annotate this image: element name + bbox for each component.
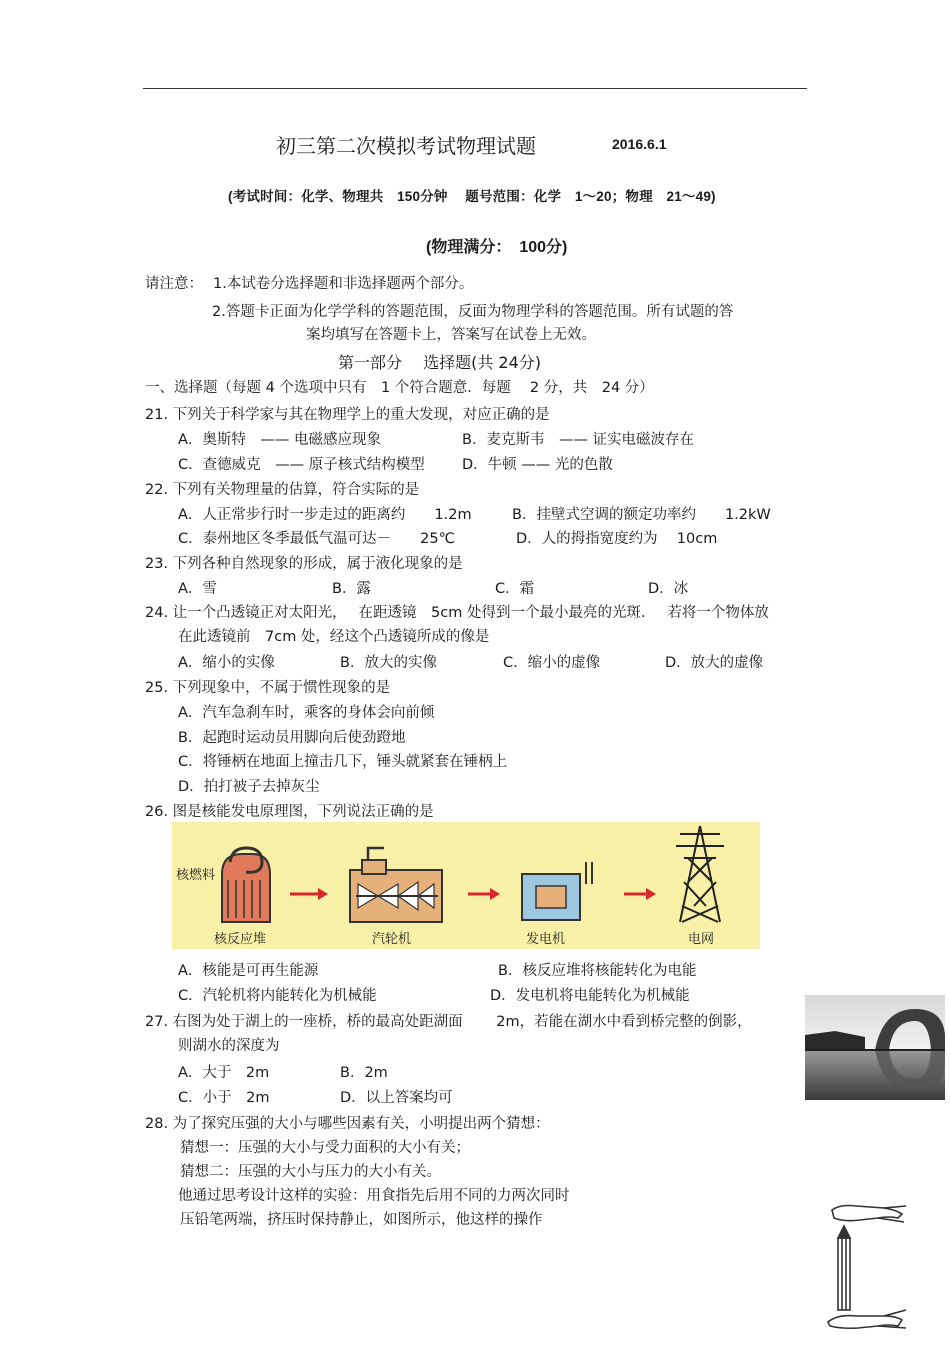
fuel-label: 核燃料 xyxy=(176,868,216,883)
q24-option-c: C．缩小的虚像 xyxy=(503,655,601,671)
q25-option-a: A．汽车急刹车时，乘客的身体会向前倾 xyxy=(178,705,435,721)
q24-stem-line-1: 24. 让一个凸透镜正对太阳光， 在距透镜 5cm 处得到一个最小最亮的光斑． 若将一个物体放 xyxy=(145,605,769,621)
arrow-icon xyxy=(468,888,500,900)
notice-item-2-line-2: 案均填写在答题卡上，答案写在试卷上无效。 xyxy=(306,327,596,343)
q27-stem-line-1: 27. 右图为处于湖上的一座桥，桥的最高处距湖面 2m，若能在湖水中看到桥完整的倒影， xyxy=(145,1014,752,1030)
generator-icon xyxy=(522,862,592,920)
notice-label: 请注意： xyxy=(145,276,203,292)
q22-option-c: C．泰州地区冬季最低气温可达－ 25℃ xyxy=(178,531,455,547)
pencil-icon xyxy=(838,1226,850,1310)
reactor-label: 核反应堆 xyxy=(214,932,267,947)
notice-item-2-line-1: 2.答题卡正面为化学学科的答题范围，反面为物理学科的答题范围。所有试题的答 xyxy=(212,304,734,320)
q23-option-a: A．雪 xyxy=(178,581,217,597)
exam-date: 2016.6.1 xyxy=(612,136,667,152)
part1-instruction: 一、选择题（每题 4 个选项中只有 1 个符合题意．每题 2 分，共 24 分） xyxy=(145,380,654,396)
q22-stem: 22. 下列有关物理量的估算，符合实际的是 xyxy=(145,482,420,498)
q23-option-b: B．露 xyxy=(332,581,371,597)
q23-option-c: C．霜 xyxy=(495,581,535,597)
generator-label: 发电机 xyxy=(526,932,566,947)
reactor-icon xyxy=(222,848,270,922)
q21-option-b: B．麦克斯韦 —— 证实电磁波存在 xyxy=(462,432,695,448)
exam-info: (考试时间：化学、物理共 150分钟 题号范围：化学 1～20；物理 21～49) xyxy=(228,189,716,204)
q26-stem: 26. 图是核能发电原理图，下列说法正确的是 xyxy=(145,804,434,820)
q24-option-a: A．缩小的实像 xyxy=(178,655,275,671)
q21-option-c: C．查德威克 —— 原子核式结构模型 xyxy=(178,457,425,473)
arrow-icon xyxy=(290,888,328,900)
q21-option-a: A．奥斯特 —— 电磁感应现象 xyxy=(178,432,382,448)
header-rule xyxy=(143,88,807,89)
q23-stem: 23. 下列各种自然现象的形成，属于液化现象的是 xyxy=(145,556,463,572)
part1-title: 第一部分 选择题(共 24分) xyxy=(338,353,542,372)
finger-icon xyxy=(832,1206,906,1223)
q26-option-c: C．汽轮机将内能转化为机械能 xyxy=(178,988,377,1004)
q25-option-b: B．起跑时运动员用脚向后使劲蹬地 xyxy=(178,730,406,746)
nuclear-power-diagram xyxy=(172,822,760,949)
q28-guess-2: 猜想二：压强的大小与压力的大小有关。 xyxy=(180,1164,441,1180)
q21-option-d: D．牛顿 —— 光的色散 xyxy=(462,457,613,473)
power-pylon-icon xyxy=(676,826,724,922)
turbine-icon xyxy=(350,848,442,922)
finger-icon xyxy=(828,1310,906,1328)
bridge-photo xyxy=(805,995,945,1100)
q27-option-d: D．以上答案均可 xyxy=(340,1090,453,1106)
q24-option-b: B．放大的实像 xyxy=(340,655,437,671)
q28-line-4: 压铅笔两端，挤压时保持静止，如图所示，他这样的操作 xyxy=(180,1212,543,1228)
q22-option-a: A．人正常步行时一步走过的距离约 1.2m xyxy=(178,507,472,523)
q24-option-d: D．放大的虚像 xyxy=(665,655,764,671)
q26-option-a: A．核能是可再生能源 xyxy=(178,963,319,979)
q25-option-d: D．拍打被子去掉灰尘 xyxy=(178,779,320,795)
q26-option-d: D．发电机将电能转化为机械能 xyxy=(490,988,690,1004)
q27-stem-line-2: 则湖水的深度为 xyxy=(178,1038,280,1054)
q26-option-b: B．核反应堆将核能转化为电能 xyxy=(498,963,697,979)
pencil-press-svg xyxy=(822,1202,912,1330)
q22-option-d: D．人的拇指宽度约为 10cm xyxy=(516,531,718,547)
q21-stem: 21. 下列关于科学家与其在物理学上的重大发现，对应正确的是 xyxy=(145,407,550,423)
q27-option-c: C．小于 2m xyxy=(178,1090,270,1106)
full-score: (物理满分： 100分) xyxy=(426,239,568,256)
grid-label: 电网 xyxy=(688,932,715,947)
q28-guess-1: 猜想一：压强的大小与受力面积的大小有关； xyxy=(180,1140,470,1156)
pencil-press-figure xyxy=(822,1202,912,1330)
arrow-icon xyxy=(624,888,656,900)
q23-option-d: D．冰 xyxy=(648,581,689,597)
q24-stem-line-2: 在此透镜前 7cm 处，经这个凸透镜所成的像是 xyxy=(178,629,490,645)
q27-option-b: B．2m xyxy=(340,1065,388,1081)
turbine-label: 汽轮机 xyxy=(372,932,412,947)
q22-option-b: B．挂壁式空调的额定功率约 1.2kW xyxy=(512,507,771,523)
q25-stem: 25. 下列现象中，不属于惯性现象的是 xyxy=(145,680,391,696)
q27-option-a: A．大于 2m xyxy=(178,1065,270,1081)
q28-stem: 28. 为了探究压强的大小与哪些因素有关，小明提出两个猜想： xyxy=(145,1116,550,1132)
exam-title: 初三第二次模拟考试物理试题 xyxy=(276,134,536,158)
q28-line-3: 他通过思考设计这样的实验：用食指先后用不同的力两次同时 xyxy=(178,1188,570,1204)
q25-option-c: C．将锤柄在地面上撞击几下，锤头就紧套在锤柄上 xyxy=(178,754,508,770)
bridge-photo-svg xyxy=(805,995,945,1100)
notice-item-1: 1.本试卷分选择题和非选择题两个部分。 xyxy=(213,276,474,292)
